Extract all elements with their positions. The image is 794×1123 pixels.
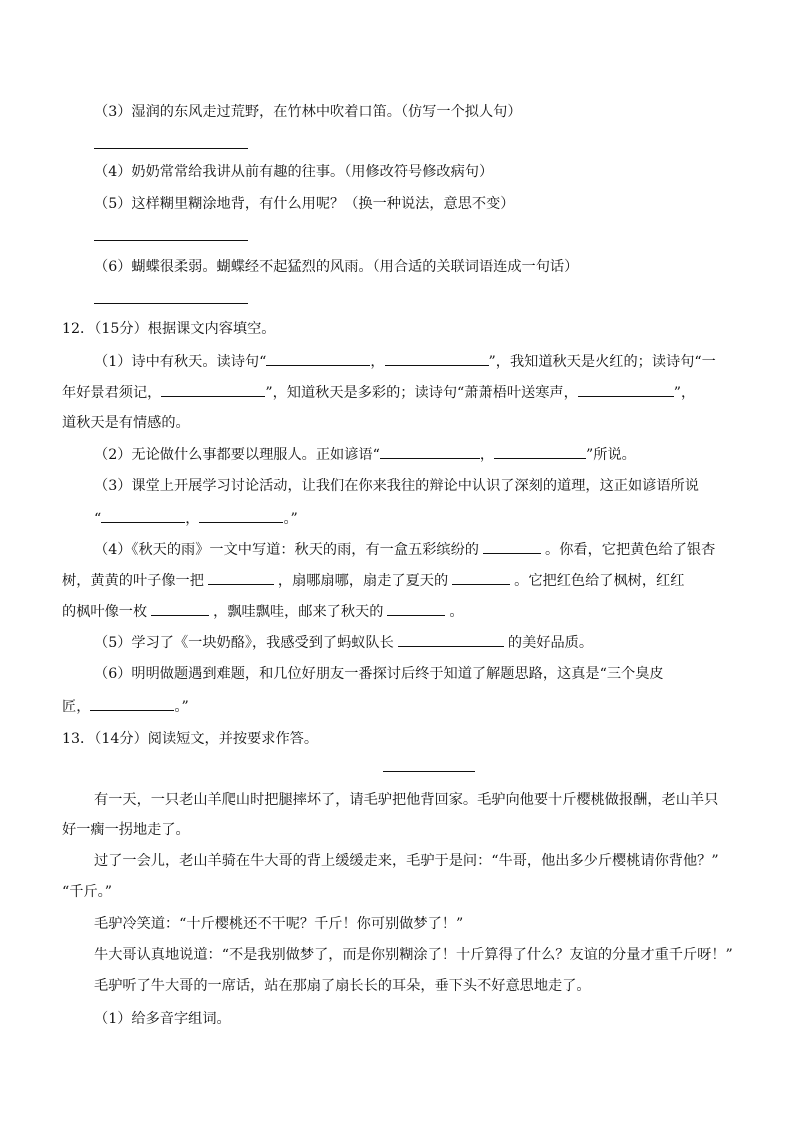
blank[interactable] [380, 444, 480, 459]
q12-p1-line2 [62, 382, 695, 403]
blank[interactable] [494, 444, 586, 459]
q13-para1-line1: 有一天，一只老山羊爬山时把腿摔坏了，请毛驴把他背回家。毛驴向他要十斤樱桃做报酬，老山羊只 [94, 792, 719, 808]
blank[interactable] [199, 508, 283, 523]
text: ”， [673, 385, 696, 401]
text: （2）无论做什么事都要以理服人。正如谚语“ [94, 447, 380, 463]
text: （5）学习了《一块奶酪》，我感受到了蚂蚁队长 [94, 635, 394, 651]
q13-para3: 毛驴冷笑道：“十斤樱桃还不干呢？千斤！你可别做梦了！” [94, 916, 464, 932]
q12-header: 12．（15分）根据课文内容填空。 [62, 321, 276, 337]
blank[interactable] [483, 539, 541, 554]
q13-para1-line2: 好一瘸一拐地走了。 [62, 822, 190, 838]
q12-p6-line1: （6）明明做题遇到难题，和几位好朋友一番探讨后终于知道了解题思路，这真是“三个臭皮 [94, 666, 664, 682]
blank[interactable] [385, 351, 489, 366]
blank[interactable] [398, 632, 504, 647]
blank[interactable] [161, 382, 265, 397]
q12-p5 [94, 632, 593, 653]
blank[interactable] [387, 601, 445, 616]
q13-para5: 毛驴听了牛大哥的一席话，站在那扇了扇长长的耳朵，垂下头不好意思地走了。 [94, 978, 591, 994]
q12-p2 [94, 444, 636, 465]
text: （1）诗中有秋天。读诗句“ [94, 354, 267, 370]
q11-item-3: （3）湿润的东风走过荒野，在竹林中吹着口笛。（仿写一个拟人句） [94, 104, 522, 120]
text: （4）《秋天的雨》一文中写道：秋天的雨，有一盒五彩缤纷的 [94, 542, 479, 558]
answer-line-q11-3[interactable] [94, 148, 248, 149]
text: “ [94, 511, 102, 527]
text: 。你看，它把黄色给了银杏 [545, 542, 716, 558]
q11-item-4: （4）奶奶常常给我讲从前有趣的往事。（用修改符号修改病句） [94, 164, 494, 180]
title-blank[interactable] [383, 771, 475, 772]
q12-p1-line3: 道秋天是有情感的。 [62, 415, 190, 431]
answer-line-q11-5[interactable] [94, 240, 248, 241]
q13-sub1: （1）给多音字组词。 [94, 1011, 231, 1027]
text: 。 [449, 604, 464, 620]
q12-p4-line3 [62, 601, 464, 622]
text: 年好景君须记， [62, 385, 162, 401]
answer-line-q11-6[interactable] [94, 303, 248, 304]
text: 的枫叶像一枚 [62, 604, 148, 620]
q13-para2-line1: 过了一会儿，老山羊骑在牛大哥的背上缓缓走来，毛驴于是问：“牛哥，他出多少斤樱桃请你背他？” [94, 853, 719, 869]
text: 树，黄黄的叶子像一把 [62, 573, 204, 589]
blank[interactable] [151, 601, 209, 616]
blank[interactable] [90, 696, 174, 711]
blank[interactable] [266, 351, 370, 366]
blank[interactable] [452, 570, 510, 585]
text: ， [479, 447, 495, 463]
text: ， [370, 354, 385, 370]
q13-para2-line2: “千斤。” [62, 884, 112, 900]
q12-p4-line2 [62, 570, 684, 591]
blank[interactable] [578, 382, 674, 397]
q13-header: 13．（14分）阅读短文，并按要求作答。 [62, 731, 319, 747]
q11-item-5: （5）这样糊里糊涂地背，有什么用呢？（换一种说法，意思不变） [94, 196, 515, 212]
text: 。它把红色给了枫树，红红 [514, 573, 685, 589]
text: ”，我知道秋天是火红的；读诗句“一 [488, 354, 716, 370]
text: ”所说。 [586, 447, 636, 463]
blank[interactable] [101, 508, 185, 523]
q12-p4-line1 [94, 539, 715, 560]
q13-para4: 牛大哥认真地说道：“不是我别做梦了，而是你别糊涂了！十斤算得了什么？友谊的分量才重千斤呀！” [94, 947, 733, 963]
q12-p6-line2 [62, 696, 189, 717]
q12-p1-line1 [94, 351, 716, 372]
text: 的美好品质。 [507, 635, 594, 651]
text: ，飘哇飘哇，邮来了秋天的 [213, 604, 384, 620]
text: 。” [174, 699, 189, 715]
text: ， [185, 511, 200, 527]
text: 。” [283, 511, 298, 527]
blank[interactable] [208, 570, 274, 585]
q11-item-6: （6）蝴蝶很柔弱。蝴蝶经不起猛烈的风雨。（用合适的关联词语连成一句话） [94, 259, 579, 275]
q12-p3-line2 [94, 508, 298, 529]
text: ，扇哪扇哪，扇走了夏天的 [277, 573, 449, 589]
text: ”，知道秋天是多彩的；读诗句“萧萧梧叶送寒声， [265, 385, 578, 401]
text: 匠， [62, 699, 91, 715]
q12-p3-line1: （3）课堂上开展学习讨论活动，让我们在你来我往的辩论中认识了深刻的道理，这正如谚语所说 [94, 478, 699, 494]
